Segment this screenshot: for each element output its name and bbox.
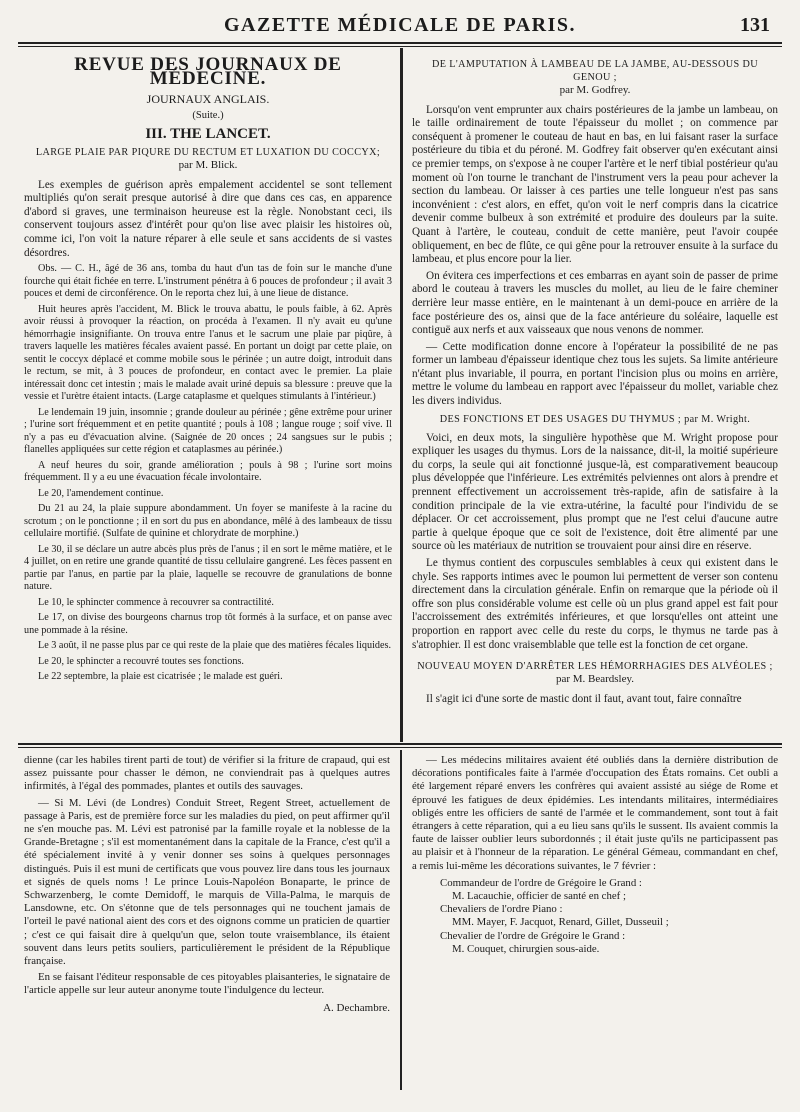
section-divider-thin [18,747,782,748]
paragraph: Le 17, on divise des bourgeons charnus trop tôt formés à la surface, et on panse avec une pommade à la résine. [24,612,392,636]
left-column [24,54,392,687]
column-divider-top [400,48,403,742]
paragraph: En se faisant l'éditeur responsable de ces pitoyables plaisanteries, le signataire de l'article appelle sur leur auteur anonyme toute l'indulgence du lecteur. [24,971,390,997]
page-number: 131 [740,14,770,36]
paragraph: Il s'agit ici d'une sorte de mastic dont il faut, avant tout, faire connaître [426,692,742,705]
paragraph: dienne (car les habiles tirent parti de tout) de vérifier si la friture de crapaud, qui est assez puissante pour chasser le démon, ne conviendrait pas à quelques autres infirmités, à l'égal des pommades, plantes et outils des sauvages. [24,754,390,793]
paragraph: — Cette modification donne encore à l'opérateur la possibilité de ne pas former un lambeau d'épaisseur identique chez tous les sujets. Sa limite antérieure n'étant plus invariable, il pourra, en portant l'incision plus ou moins en arrière, mettre le volume du lambeau en rapport avec l'épaisseur du mollet, variable chez les divers individus. [412,340,778,408]
paragraph: Le 10, le sphincter commence à recouvrer sa contractilité. [38,596,274,608]
article-title: DES FONCTIONS ET DES USAGES DU THYMUS ; par M. Wright. [439,413,751,425]
paragraph: Les exemples de guérison après empalement accidentel se sont tellement multipliés qu'on serait presque autorisé à dire que dans ces cas, en apparence d'abord si graves, une terminaison heureuse est la règle. Nonobstant ceci, ils conservent toujours assez d'intérêt pour qu'on lise avec plaisir les histoires où, comme ici, l'on voit la nature réparer à elle seule et sans accidents de si vastes désordres. [24,178,392,259]
section-title: REVUE DES JOURNAUX DE MÉDECINE. [74,54,342,89]
header-rule-thin [18,46,782,47]
paragraph: Voici, en deux mots, la singulière hypothèse que M. Wright propose pour expliquer les usages du thymus. Lors de la naissance, dit-il, la moitié supérieure du corps, la seule qui ait fonctionné jusque-là, est comparativement beaucoup plus développée que l'inférieure. Les extrémités pelviennes ont alors à prendre et prennent effectivement un accroissement très-rapide, afin de satisfaire à la condition principale de la vie extra-utérine, la faculté pour l'individu de se déplacer. Or cet accroissement, plus prompt que ne l'est celui d'aucune autre partie à quelque époque que ce soit de l'existence, doit être alimenté par une source où les matériaux de nutrition se trouvaient pour ainsi dire en réserve. [412,431,778,553]
paragraph: Le 20, le sphincter a recouvré toutes ses fonctions. [38,655,244,667]
article-author: par M. Godfrey. [559,84,631,96]
bottom-right-column [412,754,778,956]
paragraph: A neuf heures du soir, grande amélioration ; pouls à 98 ; l'urine sort moins fréquemment. Il y a eu une évacuation fécale involontaire. [24,459,392,484]
article-title: DE L'AMPUTATION À LAMBEAU DE LA JAMBE, AU-DESSOUS DU GENOU ; [431,59,759,83]
paragraph: Obs. — C. H., âgé de 36 ans, tomba du haut d'un tas de foin sur le manche d'une fourche qui était fichée en terre. L'instrument pénétra à 6 pouces de profondeur ; il avait 3 pouces et demi de circonférence. On le reporta chez lui, à une lieue de distance. [24,263,392,300]
paragraph: Du 21 au 24, la plaie suppure abondamment. Un foyer se manifeste à la racine du scrotum ; on le ponctionne ; il en sort du pus en abondance, mêlé à des lambeaux de tissu cellulaire mortifié. (Sulfate de quinine et chlorydrate de morphine.) [24,503,392,540]
decoration-line: MM. Mayer, F. Jacquot, Renard, Gillet, Dusseuil ; [452,916,669,929]
paragraph: Le 30, il se déclare un autre abcès plus près de l'anus ; il en sort le même matière, et le 4 juillet, on en retire une grande quantité de tissu cellulaire gangrené. Les fèces passent en partie par l'anus, en partie par la plaie, laquelle se recouvre de granulations de bonne nature. [24,543,392,593]
paragraph: Le 22 septembre, la plaie est cicatrisée ; le malade est guéri. [38,671,283,683]
decoration-line: Chevalier de l'ordre de Grégoire le Grand : [440,929,626,942]
paragraph: — Les médecins militaires avaient été oubliés dans la dernière distribution de décorations pontificales faite à l'armée d'occupation des États romains. Cet oubli a été largement réparé envers les confrères qui avaient assisté au siége de Rome et éprouvé les fatigues de deux épidémies. Les intendants militaires, intermédiaires obligés entre les officiers de santé de l'armée et le commandement, sont tout à fait étrangers à cette réparation, qui a eu lieu sans qu'ils le sussent. Ils avaient commis la faute de laisser oublier leurs subordonnés ; il était juste qu'ils ne participassent pas au plaisir et à l'honneur de la réparation. Le général Gémeau, commandant en chef, a remis lui-même les décorations suivantes, le 7 février : [412,754,778,872]
decoration-line: Commandeur de l'ordre de Grégoire le Grand : [440,876,642,889]
article-title: LARGE PLAIE PAR PIQURE DU RECTUM ET LUXATION DU COCCYX; [35,146,381,158]
paragraph: Le lendemain 19 juin, insomnie ; grande douleur au périnée ; gêne extrême pour uriner ; l'urine sort fréquemment et en petite quantité ; pouls à 108 ; langue rouge ; soif vive. Il n'y a pas eu d'évacuation alvine. (Saignée de 20 onces ; 24 sangsues sur le pubis ; flanelles appliquées sur cette région et cataplasmes au périnée.) [24,406,392,456]
paragraph: Le 3 août, il ne passe plus par ce qui reste de la plaie que des matières fécales liquides. [38,640,392,652]
journaux-heading: JOURNAUX ANGLAIS. [146,92,270,107]
newspaper-title: GAZETTE MÉDICALE DE PARIS. [223,14,577,36]
signature: A. Dechambre. [323,1001,390,1014]
paragraph: Le 20, l'amendement continue. [38,487,164,499]
article-author: par M. Beardsley. [555,673,635,686]
right-column [412,54,778,709]
paragraph: Lorsqu'on vent emprunter aux chairs postérieures de la jambe un lambeau, on le taille ordinairement de toute l'épaisseur du mollet ; on commence par conséquent à promener le couteau de haut en bas, en lui faisant raser la surface postérieure du tibia et du péroné. M. Godfrey fait observer qu'en exécutant ainsi ce premier temps, on s'expose à ne couper l'artère et le nerf tibial postérieur qu'au moment où l'on tourne le tranchant de l'instrument vers la peau pour achever la section du lambeau. Or laisser à ces parties une telle longueur n'est pas sans inconvénient : c'est alors, en effet, qu'on voit le nerf compris dans la cicatrice devenir comme bulbeux à son extrémité et produire des douleurs par la suite. Quant à l'artère, le couteau, conduit de cette manière, peut l'avoir coupée obliquement, en bec de flûte, ce qui gêne pour la retrouver ensuite à la surface du lambeau, et plus encore pour la lier. [412,103,778,266]
decoration-line: M. Couquet, chirurgien sous-aide. [452,942,600,955]
paragraph: Huit heures après l'accident, M. Blick le trouva abattu, le pouls faible, à 62. Après avoir réussi à provoquer la réaction, on procéda à l'examen. Il n'y avait eu qu'une hémorrhagie insignifiante. On trouva entre l'anus et le sacrum une plaie par piqûre, à travers laquelle les matières fécales avaient passé. En portant un doigt par cette plaie, on sentit le coccyx déplacé et comme mobile sous le périnée ; un autre doigt, introduit dans le rectum, se mit, à 3 pouces de profondeur, en contact avec le premier. La plaie intéressait donc cet intestin ; mais le malade avait uriné depuis sa blessure : preuve que la vessie et l'urètre étaient intacts. (Large cataplasme et quelques stimulants à l'intérieur.) [24,303,392,403]
column-divider-bottom [400,750,402,1090]
lancet-heading: III. THE LANCET. [145,126,271,143]
decoration-line: Chevaliers de l'ordre Piano : [440,903,563,916]
paragraph: On évitera ces imperfections et ces embarras en ayant soin de passer de prime abord le couteau à travers les muscles du mollet, au lieu de le faire cheminer derrière leur masse entière, en le maintenant à un demi-pouce en arrière de la face postérieure des os, ainsi que de la face antérieure du soléaire, laquelle est contiguë aux nerfs et aux vaisseaux que nous venons de nommer. [412,269,778,337]
decoration-line: M. Lacauchie, officier de santé en chef ; [452,890,626,903]
article-title: NOUVEAU MOYEN D'ARRÊTER LES HÉMORRHAGIES DES ALVÉOLES ; [417,661,773,673]
paragraph: — Si M. Lévi (de Londres) Conduit Street, Regent Street, actuellement de passage à Paris, est de première force sur les maladies du pied, on peut affirmer qu'il ne s'en mouche pas. M. Lévi est patronisé par la famille royale et la noblesse de la Grande-Bretagne ; s'il est momentanément dans la capitale de la France, c'est qu'il a été spécialement invité à y venir donner ses soins à quelques personnages distingués. Puis il est muni de certificats que vous pouvez lire dans tous les journaux et signés de quels noms ! Le prince Louis-Napoléon Bonaparte, le prince de Schwarzenberg, le comte Demidoff, le marquis de Villa-Palma, le marquis de Lansdowne, etc. On s'étonne que de tels personnages qui ne touchent jamais de l'orteil le pavé national aient des cors et des oignons comme un praticien de quartier ; c'est ce qui faisait dire à quelqu'un que, selon toute vraisemblance, ils étaient souvent dans leurs petits souliers, particulièrement le président de la République française. [24,796,390,968]
suite-label: (Suite.) [192,109,224,121]
bottom-left-column [24,754,390,1015]
article-author: par M. Blick. [178,158,238,171]
header-rule [18,42,782,44]
section-divider [18,743,782,745]
paragraph: Le thymus contient des corpuscules semblables à ceux qui existent dans le chyle. Ses rapports intimes avec le poumon lui permettent de verser son contenu directement dans la circulation générale. Enfin on remarque que la période où il offre son plus considérable volume est celle où un plus grand appel est fait pour l'accroissement des extrémités inférieures, et que lorsqu'elles ont atteint une proportion en rapport avec celle du reste du corps, le thymus ne tarde pas à s'atrophier. Il est donc vraisemblable que telle est la fonction de cet organe. [412,557,778,651]
